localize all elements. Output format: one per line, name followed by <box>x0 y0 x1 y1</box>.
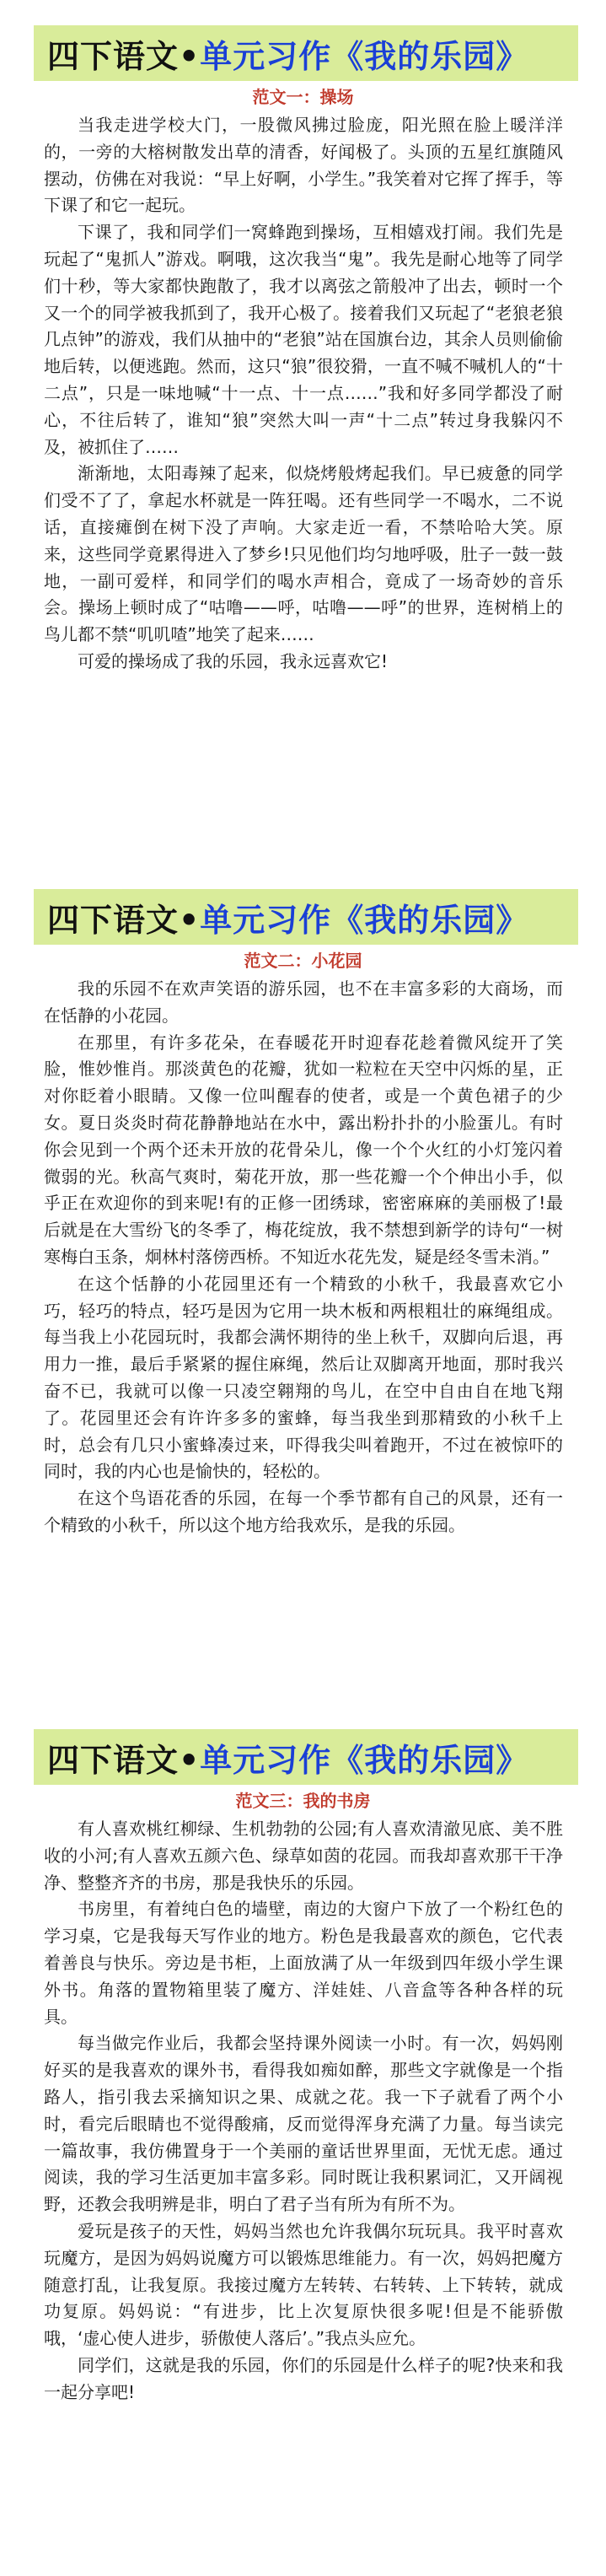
essay-subtitle: 范文一：操场 <box>252 87 354 107</box>
section-title-bar <box>34 25 578 81</box>
title-main: 单元习作《我的乐园》 <box>200 1741 529 1779</box>
paragraph: 在这个鸟语花香的乐园，在每一个季节都有自己的风景，还有一个精致的小秋千，所以这个地方给我欢乐，是我的乐园。 <box>44 1488 563 1535</box>
essay-subtitle: 范文二：小花园 <box>244 951 362 971</box>
essay-body <box>44 112 563 676</box>
paragraph: 在那里，有许多花朵，在春暖花开时迎春花趁着微风绽开了笑脸，惟妙惟肖。那淡黄色的花瓣，犹如一粒粒在天空中闪烁的星，正对你眨着小眼睛。又像一位叫醒春的使者，或是一个黄色裙子的少女。夏日炎炎时荷花静静地站在水中，露出粉扑扑的小脸蛋儿。有时你会见到一个两个还未开放的花骨朵儿，像一个个火红的小灯笼闪着微弱的光。秋高气爽时，菊花开放，那一些花瓣一个个伸出小手，似乎正在欢迎你的到来呢!有的正修一团绣球，密密麻麻的美丽极了!最后就是在大雪纷飞的冬季了，梅花绽放，我不禁想到新学的诗句“一树寒梅白玉条，炯林村落傍西桥。不知近水花先发，疑是经冬雪未消。” <box>44 1032 563 1267</box>
essay-body <box>44 976 563 1539</box>
paragraph: 书房里，有着纯白色的墙壁，南边的大窗户下放了一个粉红色的学习桌，它是我每天写作业的地方。粉色是我最喜欢的颜色，它代表着善良与快乐。旁边是书柜，上面放满了从一年级到四年级小学生课外书。角落的置物箱里装了魔方、洋娃娃、八音盒等各种各样的玩具。 <box>44 1899 563 2027</box>
essay-body <box>44 1816 563 2406</box>
paragraph: 可爱的操场成了我的乐园，我永远喜欢它! <box>78 650 389 671</box>
paragraph: 渐渐地，太阳毒辣了起来，似烧烤般烤起我们。早已疲惫的同学们受不了了，拿起水杯就是一阵狂喝。还有些同学一不喝水，二不说话，直接瘫倒在树下没了声响。大家走近一看，不禁哈哈大笑。原来，这些同学竟累得进入了梦乡!只见他们均匀地呼吸，肚子一鼓一鼓地，一副可爱样，和同学们的喝水声相合，竟成了一场奇妙的音乐会。操场上顿时成了“咕噜——呼，咕噜——呼”的世界，连树梢上的鸟儿都不禁“叽叽喳”地笑了起来…… <box>44 463 563 645</box>
paragraph: 爱玩是孩子的天性，妈妈当然也允许我偶尔玩玩具。我平时喜欢玩魔方，是因为妈妈说魔方可以锻炼思维能力。有一次，妈妈把魔方随意打乱，让我复原。我接过魔方左转转、右转转、上下转转，就成功复原。妈妈说：“有进步，比上次复原快很多呢!但是不能骄傲哦，‘虚心使人进步，骄傲使人落后’。”我点头应允。 <box>44 2220 563 2349</box>
paragraph: 当我走进学校大门，一股微风拂过脸庞，阳光照在脸上暖洋洋的，一旁的大榕树散发出草的清香，好闻极了。头顶的五星红旗随风摆动，仿佛在对我说：“早上好啊，小学生。”我笑着对它挥了挥手，等下课了和它一起玩。 <box>44 115 563 216</box>
title-prefix: 四下语文• <box>47 37 201 75</box>
paragraph: 同学们，这就是我的乐园，你们的乐园是什么样子的呢?快来和我一起分享吧! <box>44 2354 563 2402</box>
paragraph: 下课了，我和同学们一窝蜂跑到操场，互相嬉戏打闹。我们先是玩起了“鬼抓人”游戏。啊哦，这次我当“鬼”。我先是耐心地等了同学们十秒，等大家都快跑散了，我才以离弦之箭般冲了出去，顿时一个又一个的同学被我抓到了，我开心极了。接着我们又玩起了“老狼老狼几点钟”的游戏，我们从抽中的“老狼”站在国旗台边，其余人员则偷偷地后转，以便逃跑。然而，这只“狼”很狡猾，一直不喊不喊机人的“十二点”，只是一味地喊“十一点、十一点……”我和好多同学都没了耐心，不往后转了，谁知“狼”突然大叫一声“十二点”转过身我躲闪不及，被抓住了…… <box>44 222 563 457</box>
title-main: 单元习作《我的乐园》 <box>200 901 529 939</box>
title-prefix: 四下语文• <box>47 901 201 939</box>
section-title-bar <box>34 889 578 945</box>
paragraph: 每当做完作业后，我都会坚持课外阅读一小时。有一次，妈妈刚好买的是我喜欢的课外书，看得我如痴如醉，那些文字就像是一个指路人，指引我去采摘知识之果、成就之花。我一下子就看了两个小时，看完后眼睛也不觉得酸痛，反而觉得浑身充满了力量。每当读完一篇故事，我仿佛置身于一个美丽的童话世界里面，无忧无虑。通过阅读，我的学习生活更加丰富多彩。同时既让我积累词汇，又开阔视野，还教会我明辨是非，明白了君子当有所为有所不为。 <box>44 2033 563 2215</box>
paragraph: 我的乐园不在欢声笑语的游乐园，也不在丰富多彩的大商场，而在恬静的小花园。 <box>44 978 563 1026</box>
section-title-bar <box>34 1729 578 1785</box>
paragraph: 有人喜欢桃红柳绿、生机勃勃的公园;有人喜欢清澈见底、美不胜收的小河;有人喜欢五颜六色、绿草如茵的花园。而我却喜欢那干干净净、整整齐齐的书房，那是我快乐的乐园。 <box>44 1819 563 1893</box>
title-main: 单元习作《我的乐园》 <box>200 37 529 75</box>
essay-subtitle: 范文三：我的书房 <box>235 1791 371 1811</box>
title-prefix: 四下语文• <box>47 1741 201 1779</box>
paragraph: 在这个恬静的小花园里还有一个精致的小秋千，我最喜欢它小巧，轻巧的特点，轻巧是因为它用一块木板和两根粗壮的麻绳组成。每当我上小花园玩时，我都会满怀期待的坐上秋千，双脚向后退，再用力一推，最后手紧紧的握住麻绳，然后让双脚离开地面，那时我兴奋不已，我就可以像一只凌空翱翔的鸟儿，在空中自由自在地飞翔了。花园里还会有许许多多的蜜蜂，每当我坐到那精致的小秋千上时，总会有几只小蜜蜂凑过来，吓得我尖叫着跑开，不过在被惊吓的同时，我的内心也是愉快的，轻松的。 <box>44 1273 563 1482</box>
